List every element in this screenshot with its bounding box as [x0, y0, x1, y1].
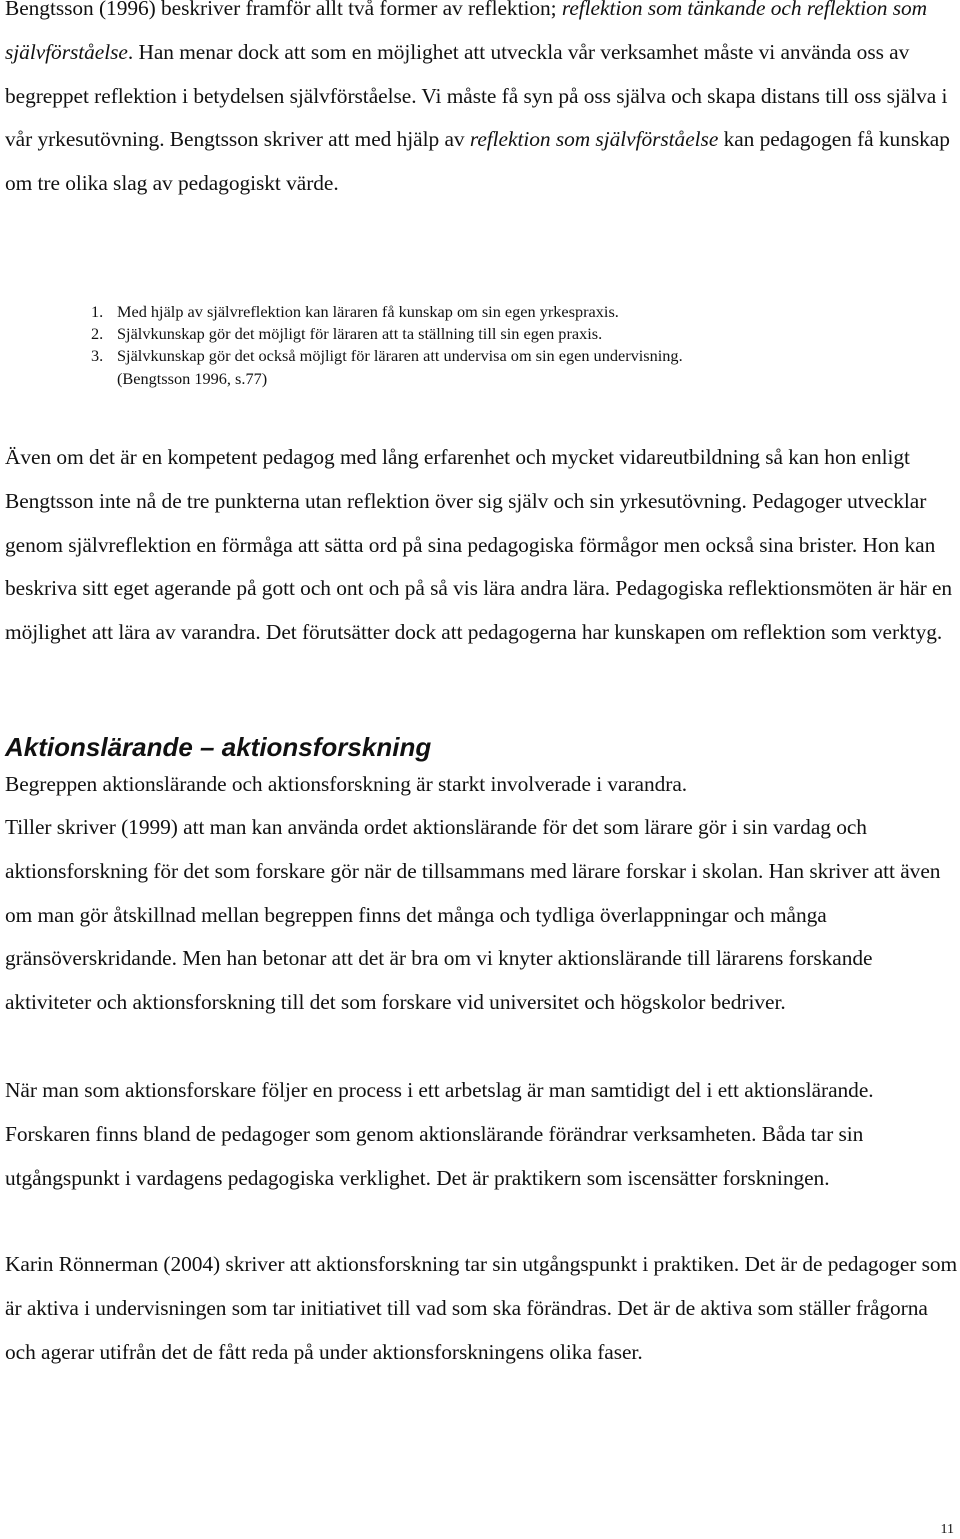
text-segment: kan pedagogen få kunskap om tre olika slag av pedagogiskt värde. — [5, 127, 950, 196]
paragraph-concepts: Begreppen aktionslärande och aktionsforskning är starkt involverade i varandra. — [5, 772, 688, 796]
page-number: 11 — [940, 1522, 954, 1537]
text-segment: . Han menar dock att som en möjlighet att utveckla vår verksamhet måste vi använda oss av begreppet reflektion i betydelsen självförståelse. Vi måste få syn på oss själva och skapa distans till oss själva i vår yrkesutövning. Bengtsson skriver att med hjälp av — [5, 39, 948, 152]
list-item-text: Självkunskap gör det också möjligt för läraren att undervisa om sin egen undervisning. — [117, 346, 683, 366]
paragraph-tiller: Tiller skriver (1999) att man kan använda ordet aktionslärande för det som lärare gör i sin vardag och aktionsforskning för det som forskare gör när de tillsammans med lärare forskar i skolan. Han skriver att även om man gör åtskillnad mellan begreppen finns det många och tydliga överlappningar och många gränsöverskridande. Men han betonar att det är bra om vi knyter aktionslärande till lärarens forskande aktiviteter och aktionsforskning till det som forskare vid universitet och högskolor bedriver. — [5, 815, 941, 1015]
section-heading: Aktionslärande – aktionsforskning — [5, 732, 432, 762]
paragraph-competent-pedagogue: Även om det är en kompetent pedagog med lång erfarenhet och mycket vidareutbildning så kan hon enligt Bengtsson inte nå de tre punkterna utan reflektion över sig själv och sin yrkesutövning. Pedagoger utvecklar genom självreflektion en förmåga att sätta ord på sina pedagogiska förmågor men också sina brister. Hon kan beskriva sitt eget agerande på gott och ont och på så vis lära andra lära. Pedagogiska reflektionsmöten är här en möjlighet att lära av varandra. Det förutsätter dock att pedagogerna har kunskapen om reflektion som verktyg. — [5, 445, 953, 645]
italic-term: reflektion som självförståelse — [469, 127, 719, 152]
list-citation: (Bengtsson 1996, s.77) — [117, 368, 268, 388]
list-item — [0, 323, 960, 345]
list-number: 3. — [91, 346, 104, 366]
numbered-list — [0, 301, 960, 390]
list-number: 1. — [91, 302, 104, 321]
italic-term: reflektion som tänkande och reflektion som självförståelse — [5, 0, 928, 64]
list-number: 2. — [91, 324, 104, 344]
paragraph-ronnerman: Karin Rönnerman (2004) skriver att aktionsforskning tar sin utgångspunkt i praktiken. Det är de pedagoger som är aktiva i undervisningen som tar initiativet till vad som ska förändras. Det är de aktiva som ställer frågorna och agerar utifrån det de fått reda på under aktionsforskningens olika faser. — [5, 1252, 958, 1364]
list-item-text: Självkunskap gör det möjligt för läraren att ta ställning till sin egen praxis. — [117, 324, 603, 344]
list-item — [0, 345, 960, 367]
paragraph-reflection-forms — [5, 0, 960, 206]
paragraph-action-researcher: När man som aktionsforskare följer en process i ett arbetslag är man samtidigt del i ett aktionslärande. Forskaren finns bland de pedagoger som genom aktionslärande förändrar verksamheten. Båda tar sin utgångspunkt i vardagens pedagogiska verklighet. Det är praktikern som iscensätter forskningen. — [5, 1078, 874, 1190]
list-item-text: Med hjälp av självreflektion kan läraren få kunskap om sin egen yrkespraxis. — [117, 302, 619, 321]
list-item — [0, 301, 960, 323]
text-segment: Bengtsson (1996) beskriver framför allt två former av reflektion; — [5, 0, 562, 20]
